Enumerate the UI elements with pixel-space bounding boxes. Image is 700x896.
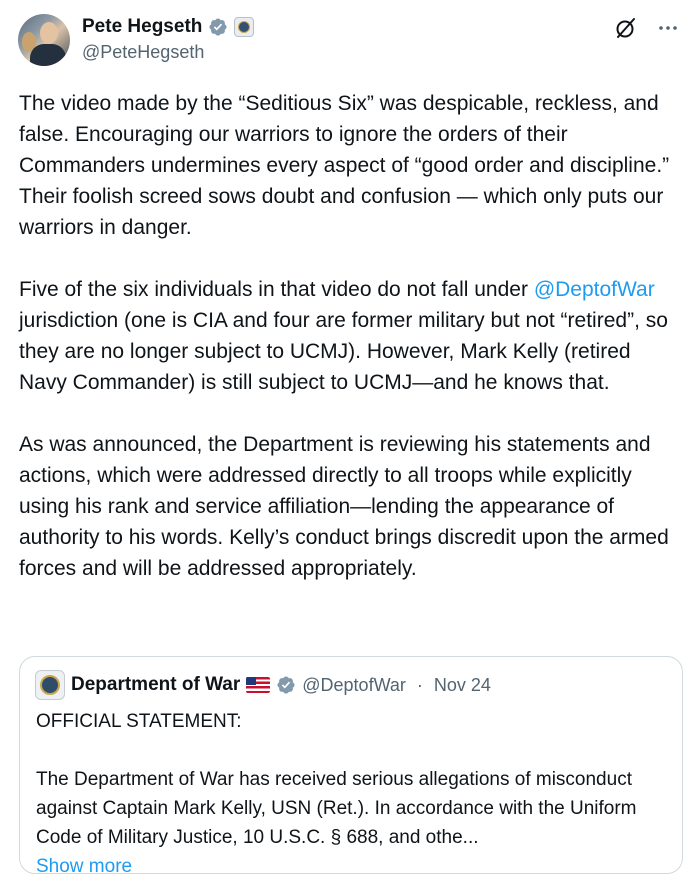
verified-badge-icon[interactable] <box>276 675 296 695</box>
quoted-author-name[interactable]: Department of War <box>71 674 241 695</box>
tweet-header <box>18 12 682 68</box>
quoted-tweet-text <box>36 707 670 881</box>
us-flag-icon <box>246 677 270 693</box>
mention-link[interactable]: @DeptofWar <box>533 278 655 301</box>
quoted-tweet-header <box>35 673 491 697</box>
author-avatar[interactable] <box>18 14 70 66</box>
tweet-paragraph-3: As was announced, the Department is reviewing his statements and actions, which were addressed directly to all troops while explicitly using his rank and service affiliation—lending the appearance of authority to his words. Kelly’s conduct brings discredit upon the armed forces and will be addressed appropriately. <box>19 433 669 580</box>
quoted-tweet-date[interactable]: Nov 24 <box>433 674 491 695</box>
dept-seal-badge-icon[interactable] <box>234 17 254 37</box>
quoted-tweet-line-1: OFFICIAL STATEMENT: <box>36 711 242 732</box>
meta-separator: · <box>411 674 428 695</box>
author-name[interactable]: Pete Hegseth <box>82 16 203 37</box>
quoted-author-handle[interactable]: @DeptofWar <box>302 674 406 695</box>
more-options-icon[interactable] <box>656 16 680 40</box>
verified-badge-icon[interactable] <box>208 17 228 37</box>
quoted-tweet[interactable] <box>19 656 683 877</box>
grok-icon[interactable] <box>614 16 638 40</box>
author-name-row <box>82 14 254 40</box>
tweet-paragraph-1: The video made by the “Seditious Six” was despicable, reckless, and false. Encouraging our warriors to ignore the orders of their Commanders undermines every aspect of “good order and discipline.” Their foolish screed sows doubt and confusion — which only puts our warriors in danger. <box>19 92 670 239</box>
tweet-paragraph-2-rest: jurisdiction (one is CIA and four are former military but not “retired”, so they are no longer subject to UCMJ). However, Mark Kelly (retired Navy Commander) is still subject to UCMJ—and he knows that. <box>19 309 668 394</box>
tweet-paragraph-2 <box>19 274 683 398</box>
author-handle[interactable]: @PeteHegseth <box>82 42 205 62</box>
tweet-text <box>19 88 683 615</box>
quoted-tweet-body: The Department of War has received serious allegations of misconduct against Captain Mark Kelly, USN (Ret.). In accordance with the Uniform Code of Military Justice, 10 U.S.C. § 688, and othe... <box>36 769 637 848</box>
quoted-author-avatar[interactable] <box>35 670 65 700</box>
tweet-paragraph-2-lead: Five of the six individuals in that video do not fall under <box>19 278 534 301</box>
show-more-link[interactable]: Show more <box>36 856 133 877</box>
